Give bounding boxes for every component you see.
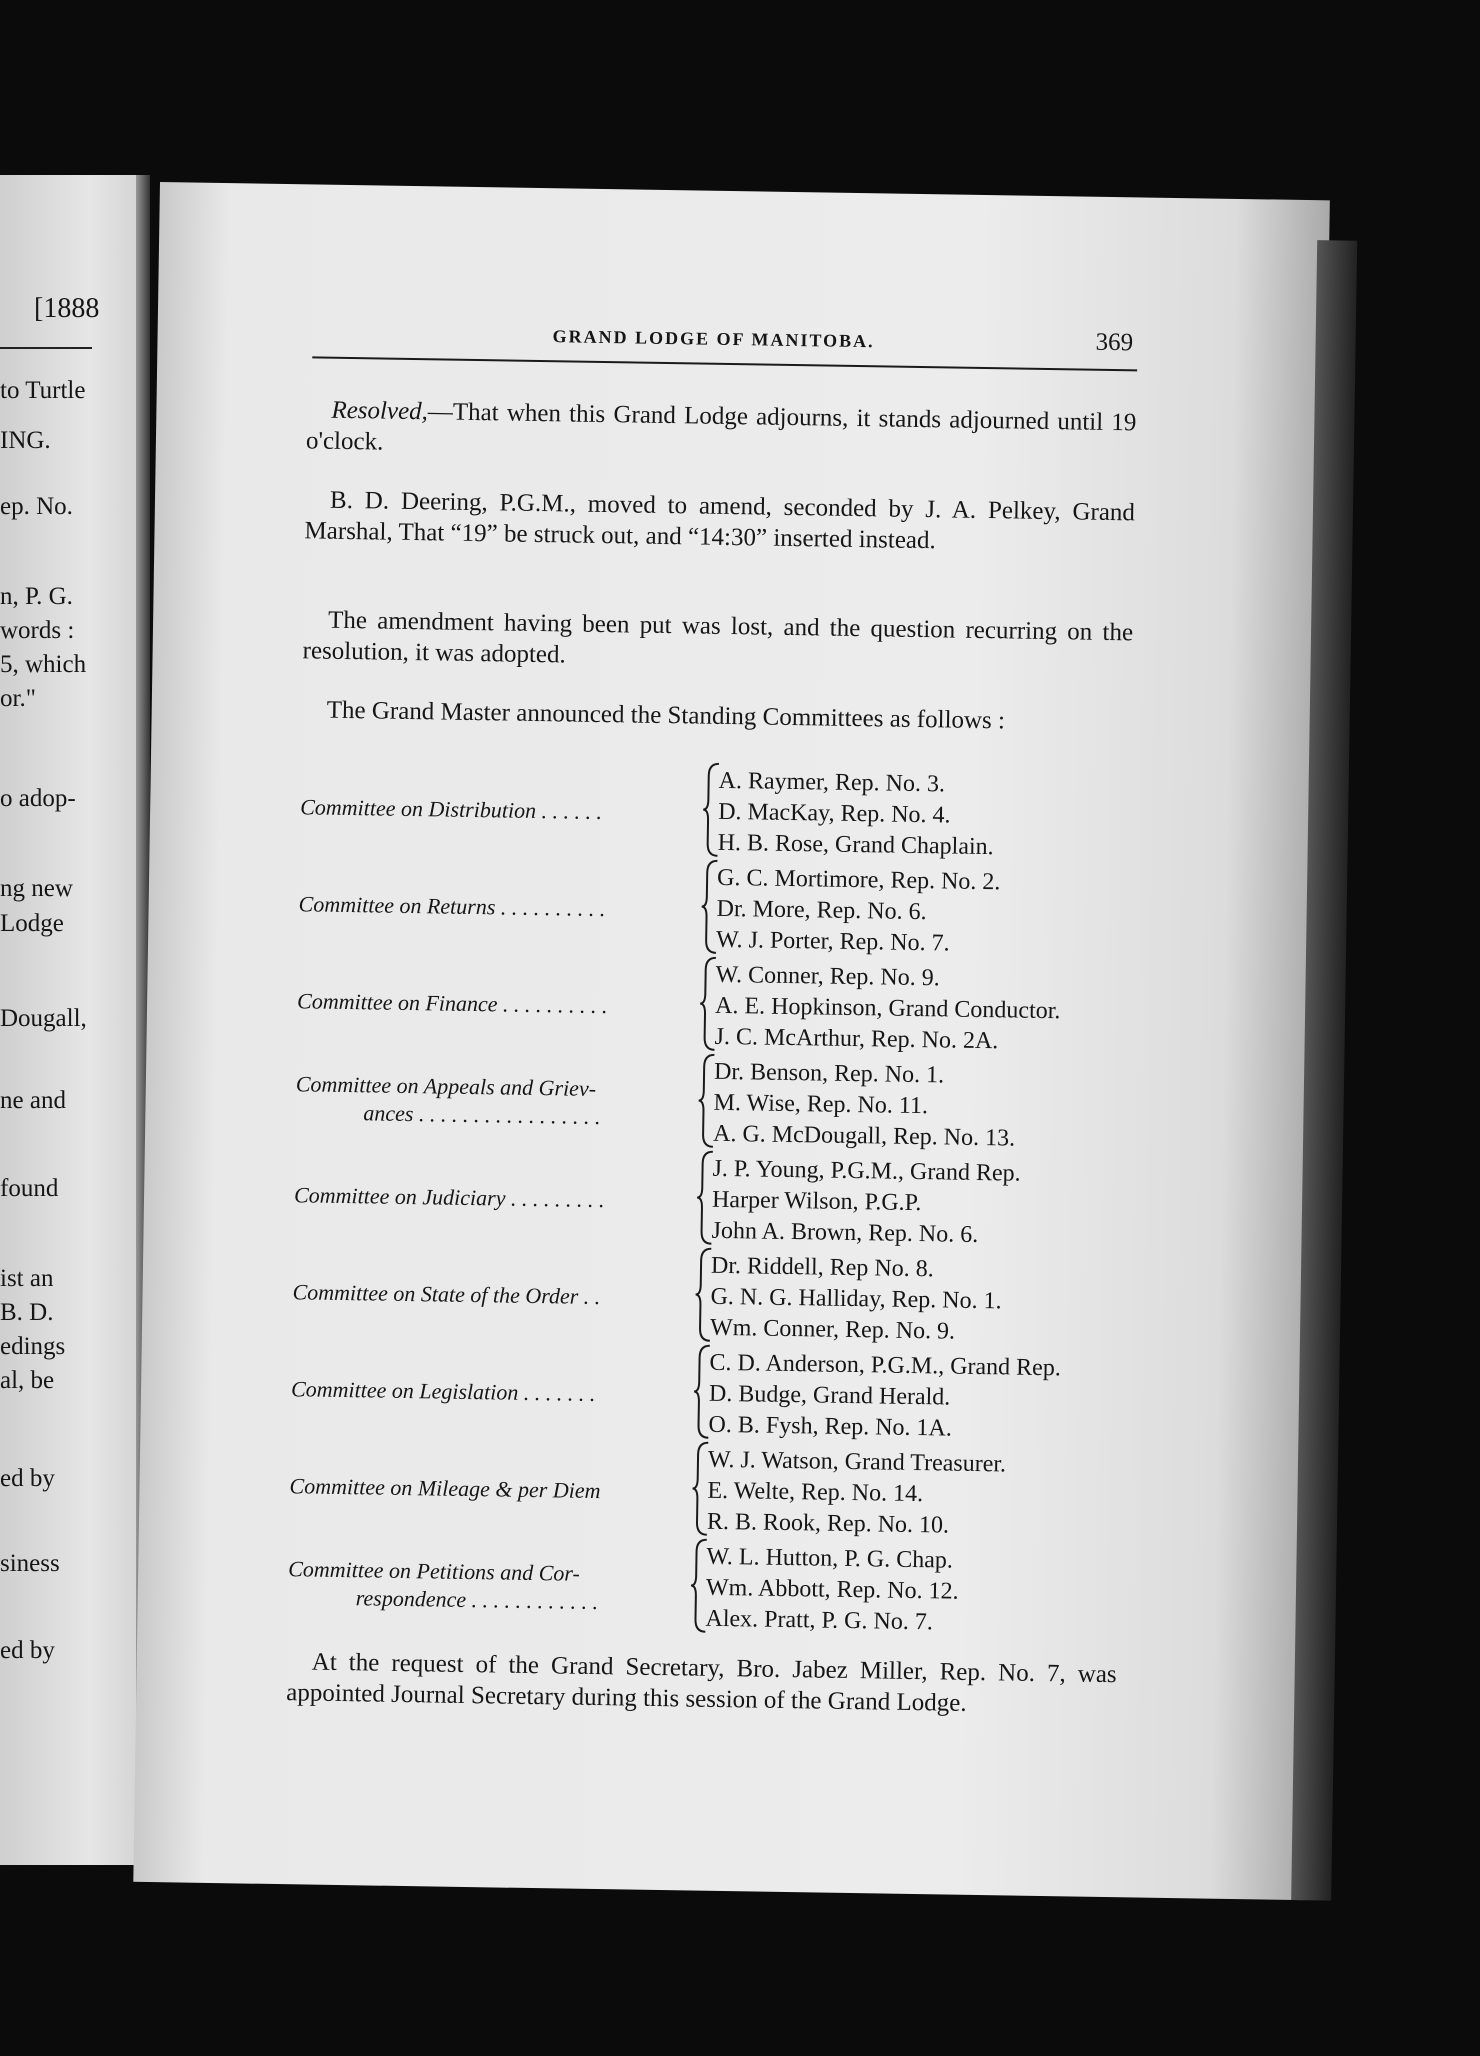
member: W. J. Watson, Grand Treasurer. [707,1446,1007,1478]
committee-members [717,766,994,863]
committee-petitions-correspondence [287,1535,1138,1644]
committee-name [295,1070,696,1132]
left-line: words : [0,617,75,644]
committee-members [711,1154,1020,1252]
member: O. B. Fysh, Rep. No. 1A. [708,1411,953,1442]
committee-name-line2: respondence . . . . . . . . . . . . [355,1585,599,1615]
committee-name: Committee on Finance . . . . . . . . . . [296,988,608,1019]
member: M. Wise, Rep. No. 11. [713,1089,929,1120]
member: R. B. Rook, Rep. No. 10. [706,1508,950,1539]
committee-distribution [299,759,1150,868]
member: J. P. Young, P.G.M., Grand Rep. [712,1155,1021,1187]
left-line: Lodge [0,910,64,937]
left-line: or." [0,685,36,712]
running-head: GRAND LODGE OF MANITOBA. [552,326,875,352]
left-line: al, be [0,1367,55,1394]
left-page-header: [1888 [34,293,100,324]
committee-name: Committee on Judiciary . . . . . . . . . [293,1182,605,1213]
member: Dr. Riddell, Rep No. 8. [710,1252,934,1283]
member: A. G. McDougall, Rep. No. 13. [712,1120,1016,1152]
member: Harper Wilson, P.G.P. [711,1186,922,1217]
member: J. C. McArthur, Rep. No. 2A. [714,1023,999,1055]
paragraph-standing-committees: The Grand Master announced the Standing Committees as follows : [326,696,1006,735]
left-line: ne and [0,1087,66,1114]
paragraph-resolved [306,394,1137,469]
committee-members [705,1542,959,1639]
member: John A. Brown, Rep. No. 6. [711,1217,979,1248]
header-rule [312,356,1137,371]
member: Wm. Conner, Rep. No. 9. [709,1314,956,1345]
left-line: to Turtle [0,377,86,404]
committee-members [707,1445,1006,1543]
left-line: found [0,1175,59,1202]
member: C. D. Anderson, P.G.M., Grand Rep. [709,1349,1062,1382]
left-line: edings [0,1333,66,1360]
committee-judiciary [293,1147,1144,1256]
left-line: ed by [0,1637,55,1664]
committee-name: Committee on State of the Order . . [292,1279,601,1310]
member: D. Budge, Grand Herald. [708,1380,951,1411]
committee-members [716,863,1001,960]
left-line: ed by [0,1465,55,1492]
committee-members [710,1251,1003,1349]
member: Dr. More, Rep. No. 6. [716,895,927,926]
resolved-text: —That when this Grand Lodge adjourns, it stands adjourned until 19 o'clock. [305,398,1137,456]
committee-name: Committee on Legislation . . . . . . . [290,1376,596,1406]
member: Wm. Abbott, Rep. No. 12. [705,1574,959,1605]
committee-members [708,1348,1061,1447]
member: Dr. Benson, Rep. No. 1. [713,1058,945,1089]
committee-name-line1: Committee on Appeals and Griev- [295,1071,597,1101]
left-line: n, P. G. [0,583,73,610]
left-page-fragment [0,175,150,1865]
committee-name: Committee on Mileage & per Diem [289,1473,601,1504]
committee-name: Committee on Returns . . . . . . . . . . [298,891,606,922]
committee-appeals-grievances [295,1050,1146,1159]
left-line: ep. No. [0,493,73,520]
paragraph-journal-secretary: At the request of the Grand Secretary, Bro. Jabez Miller, Rep. No. 7, was appointed Journal Secretary during this session of the Grand Lodge. [286,1648,1117,1717]
page-number: 369 [1095,328,1134,357]
member: W. J. Porter, Rep. No. 7. [715,926,950,957]
left-line: ng new [0,875,73,902]
committee-name-line1: Committee on Petitions and Cor- [288,1556,581,1586]
committee-mileage-per-diem [289,1438,1140,1547]
member: A. E. Hopkinson, Grand Conductor. [714,992,1061,1025]
member: Alex. Pratt, P. G. No. 7. [705,1605,934,1636]
paragraph-amendment: B. D. Deering, P.G.M., moved to amend, seconded by J. A. Pelkey, Grand Marshal, That “19” be struck out, and “14:30” inserted instead. [304,486,1136,555]
member: W. Conner, Rep. No. 9. [715,961,940,992]
member: E. Welte, Rep. No. 14. [707,1477,924,1508]
left-line: 5, which [0,651,87,678]
committee-name [288,1555,689,1617]
left-line: Dougall, [0,1005,87,1032]
committee-state-of-order [292,1244,1143,1353]
member: G. N. G. Halliday, Rep. No. 1. [710,1283,1002,1315]
member: H. B. Rose, Grand Chaplain. [717,829,994,861]
left-line: B. D. [0,1299,54,1326]
member: W. L. Hutton, P. G. Chap. [706,1543,954,1574]
committee-returns [298,856,1149,965]
left-header-rule [0,347,92,349]
committee-finance [296,953,1147,1062]
committee-legislation [290,1341,1141,1450]
committee-name-line2: ances . . . . . . . . . . . . . . . . . [363,1100,601,1130]
committee-members [714,960,1061,1058]
committee-members [713,1057,1016,1155]
member: A. Raymer, Rep. No. 3. [718,767,946,798]
page-edge [1291,240,1357,1900]
member: G. C. Mortimore, Rep. No. 2. [716,864,1001,896]
right-page [133,182,1330,1900]
member: D. MacKay, Rep. No. 4. [717,798,951,829]
left-line: siness [0,1550,60,1577]
left-line: o adop- [0,785,76,812]
left-line: ING. [0,427,51,454]
left-line: ist an [0,1265,54,1292]
paragraph-amendment-lost: The amendment having been put was lost, and the question recurring on the resolution, it was adopted. [302,606,1134,669]
resolved-lead: Resolved, [331,396,429,426]
committee-name: Committee on Distribution . . . . . . [300,794,603,825]
